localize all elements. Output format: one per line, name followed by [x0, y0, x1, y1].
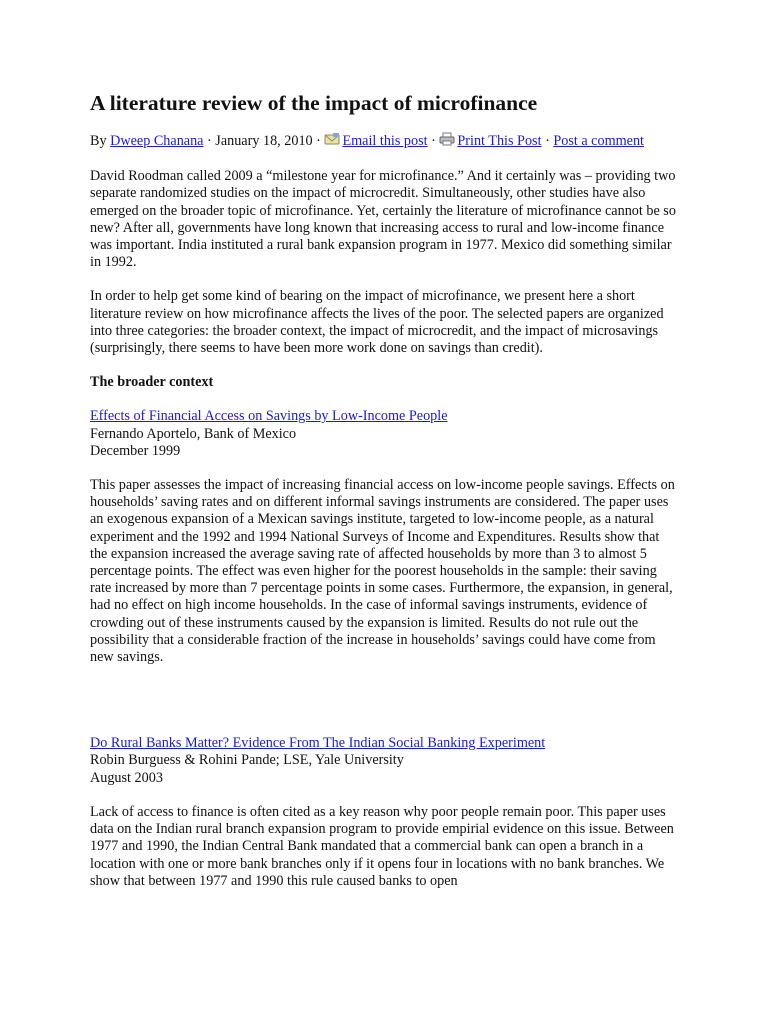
byline-separator: · [541, 133, 554, 149]
paper-summary: Lack of access to finance is often cited as a key reason why poor people remain poor. This paper uses data on the Indian rural branch expansion program to provide empirial evidence on this issue. Between 1977 and 1990, the Indian Central Bank mandated that a commercial bank can open a branch in a location with one or more bank branches only if it opens four in locations with no bank branches. We show that between 1977 and 1990 this rule caused banks to open [90, 803, 674, 889]
article-title: A literature review of the impact of microfinance [90, 91, 538, 115]
paper-summary: This paper assesses the impact of increasing financial access on low-income people savings. Effects on households’ saving rates and on different informal savings instruments are considered. The paper uses an exogenous expansion of a Mexican savings institute, targeted to low-income people, as a natural experiment and the 1992 and 1994 National Surveys of Income and Expenditures. Results show that the expansion increased the average saving rate of affected households by more than 3 to almost 5 percentage points. The effect was even higher for the poorest households in the sample: their saving rate increased by more than 7 percentage points in some cases. Furthermore, the expansion, in general, had no effect on high income households. In the case of informal savings instruments, evidence of crowding out of these instruments caused by the expansion is limited. Results do not rule out the possibility that a considerable fraction of the increase in households’ savings could have come from new savings. [90, 477, 675, 666]
author-link[interactable]: Dweep Chanana [110, 133, 204, 149]
paper-authors: Fernando Aportelo, Bank of Mexico [90, 425, 297, 442]
byline-by: By [90, 133, 111, 149]
email-envelope-icon[interactable] [324, 133, 340, 151]
printer-icon[interactable] [439, 132, 455, 151]
paper-date: December 1999 [90, 442, 181, 459]
article [90, 90, 680, 907]
print-post-link[interactable]: Print This Post [457, 133, 542, 149]
byline-date: · January 18, 2010 · [203, 133, 325, 149]
paper-date: August 2003 [90, 769, 163, 786]
byline [90, 132, 680, 151]
paper-entry [90, 408, 680, 460]
paper-title-link[interactable]: Effects of Financial Access on Savings by Low-Income People [90, 408, 448, 425]
paper-entry [90, 735, 680, 787]
paper-authors: Robin Burguess & Rohini Pande; LSE, Yale University [90, 752, 404, 769]
spacer [90, 683, 680, 735]
email-post-link[interactable]: Email this post [342, 133, 428, 149]
intro-paragraph-1: David Roodman called 2009 a “milestone year for microfinance.” And it certainly was – providing two separate randomized studies on the impact of microcredit. Simultaneously, other studies have also emerged on the broader topic of microfinance. Yet, certainly the literature of microfinance cannot be so new? After all, governments have long known that increasing access to rural and low-income finance was important. India instituted a rural bank expansion program in 1977. Mexico did something similar in 1992. [90, 168, 676, 271]
section-heading: The broader context [90, 374, 214, 391]
paper-title-link[interactable]: Do Rural Banks Matter? Evidence From The Indian Social Banking Experiment [90, 735, 546, 752]
byline-separator: · [427, 133, 440, 149]
intro-paragraph-2: In order to help get some kind of bearing on the impact of microfinance, we present here a short literature review on how microfinance affects the lives of the poor. The selected papers are organized into three categories: the broader context, the impact of microcredit, and the impact of microsavings (surprisingly, there seems to have been more work done on savings than credit). [90, 288, 664, 357]
post-comment-link[interactable]: Post a comment [553, 133, 644, 149]
